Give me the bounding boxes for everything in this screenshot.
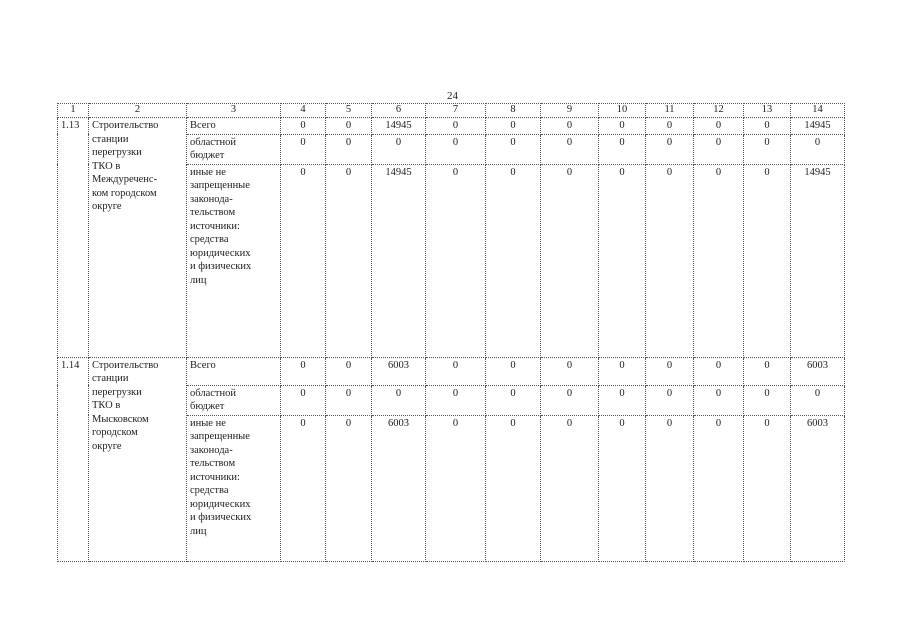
value-cell: 0: [744, 118, 791, 135]
column-number: 13: [744, 104, 791, 118]
value-cell: 0: [541, 415, 599, 561]
column-number: 1: [58, 104, 89, 118]
value-cell: 0: [791, 385, 845, 415]
column-number: 10: [599, 104, 646, 118]
value-cell: 0: [541, 357, 599, 385]
value-cell: 0: [486, 357, 541, 385]
column-number: 5: [326, 104, 372, 118]
value-cell: 0: [426, 164, 486, 357]
value-cell: 0: [486, 134, 541, 164]
value-cell: 0: [426, 415, 486, 561]
value-cell: 6003: [372, 357, 426, 385]
value-cell: 0: [281, 164, 326, 357]
value-cell: 0: [646, 134, 694, 164]
value-cell: 0: [486, 385, 541, 415]
value-cell: 0: [694, 164, 744, 357]
value-cell: 0: [541, 118, 599, 135]
value-cell: 0: [281, 415, 326, 561]
table-row: [58, 118, 845, 135]
value-cell: 0: [486, 415, 541, 561]
funding-source: областной бюджет: [187, 134, 281, 164]
value-cell: 6003: [372, 415, 426, 561]
value-cell: 0: [694, 118, 744, 135]
value-cell: 0: [541, 134, 599, 164]
value-cell: 0: [646, 415, 694, 561]
item-number: 1.13: [58, 118, 89, 358]
value-cell: 0: [281, 118, 326, 135]
value-cell: 0: [541, 164, 599, 357]
value-cell: 0: [744, 415, 791, 561]
funding-source: Всего: [187, 118, 281, 135]
value-cell: 0: [694, 357, 744, 385]
value-cell: 0: [486, 164, 541, 357]
value-cell: 0: [599, 118, 646, 135]
value-cell: 14945: [791, 118, 845, 135]
funding-source: иные не запрещенные законода- тельством источники: средства юридических и физических лиц: [187, 415, 281, 561]
page-number: 24: [447, 90, 458, 102]
value-cell: 0: [646, 118, 694, 135]
value-cell: 0: [326, 164, 372, 357]
column-number: 3: [187, 104, 281, 118]
item-name: Строительство станции перегрузки ТКО в Мысковском городском округе: [89, 357, 187, 561]
column-number: 11: [646, 104, 694, 118]
item-name: Строительство станции перегрузки ТКО в Междуреченс- ком городском округе: [89, 118, 187, 358]
value-cell: 0: [426, 357, 486, 385]
value-cell: 0: [599, 134, 646, 164]
value-cell: 0: [281, 134, 326, 164]
value-cell: 0: [791, 134, 845, 164]
value-cell: 0: [599, 385, 646, 415]
table-row: [58, 357, 845, 385]
column-number: 8: [486, 104, 541, 118]
value-cell: 0: [541, 385, 599, 415]
column-number: 4: [281, 104, 326, 118]
value-cell: 14945: [791, 164, 845, 357]
column-number-row: [58, 104, 845, 118]
value-cell: 0: [744, 164, 791, 357]
value-cell: 0: [744, 134, 791, 164]
funding-source: Всего: [187, 357, 281, 385]
value-cell: 0: [281, 357, 326, 385]
column-number: 7: [426, 104, 486, 118]
financing-table: [57, 103, 845, 562]
value-cell: 0: [326, 415, 372, 561]
value-cell: 0: [486, 118, 541, 135]
value-cell: 0: [372, 134, 426, 164]
value-cell: 0: [599, 164, 646, 357]
item-number: 1.14: [58, 357, 89, 561]
value-cell: 6003: [791, 415, 845, 561]
value-cell: 14945: [372, 164, 426, 357]
value-cell: 0: [372, 385, 426, 415]
value-cell: 14945: [372, 118, 426, 135]
value-cell: 0: [326, 385, 372, 415]
funding-source: иные не запрещенные законода- тельством источники: средства юридических и физических лиц: [187, 164, 281, 357]
value-cell: 0: [281, 385, 326, 415]
value-cell: 0: [744, 357, 791, 385]
value-cell: 0: [326, 357, 372, 385]
value-cell: 0: [646, 357, 694, 385]
value-cell: 0: [326, 118, 372, 135]
column-number: 2: [89, 104, 187, 118]
column-number: 6: [372, 104, 426, 118]
column-number: 14: [791, 104, 845, 118]
value-cell: 0: [694, 134, 744, 164]
value-cell: 0: [426, 118, 486, 135]
value-cell: 6003: [791, 357, 845, 385]
value-cell: 0: [694, 415, 744, 561]
column-number: 9: [541, 104, 599, 118]
value-cell: 0: [646, 164, 694, 357]
value-cell: 0: [326, 134, 372, 164]
value-cell: 0: [694, 385, 744, 415]
value-cell: 0: [646, 385, 694, 415]
value-cell: 0: [599, 415, 646, 561]
value-cell: 0: [426, 134, 486, 164]
value-cell: 0: [426, 385, 486, 415]
column-number: 12: [694, 104, 744, 118]
value-cell: 0: [744, 385, 791, 415]
funding-source: областной бюджет: [187, 385, 281, 415]
value-cell: 0: [599, 357, 646, 385]
